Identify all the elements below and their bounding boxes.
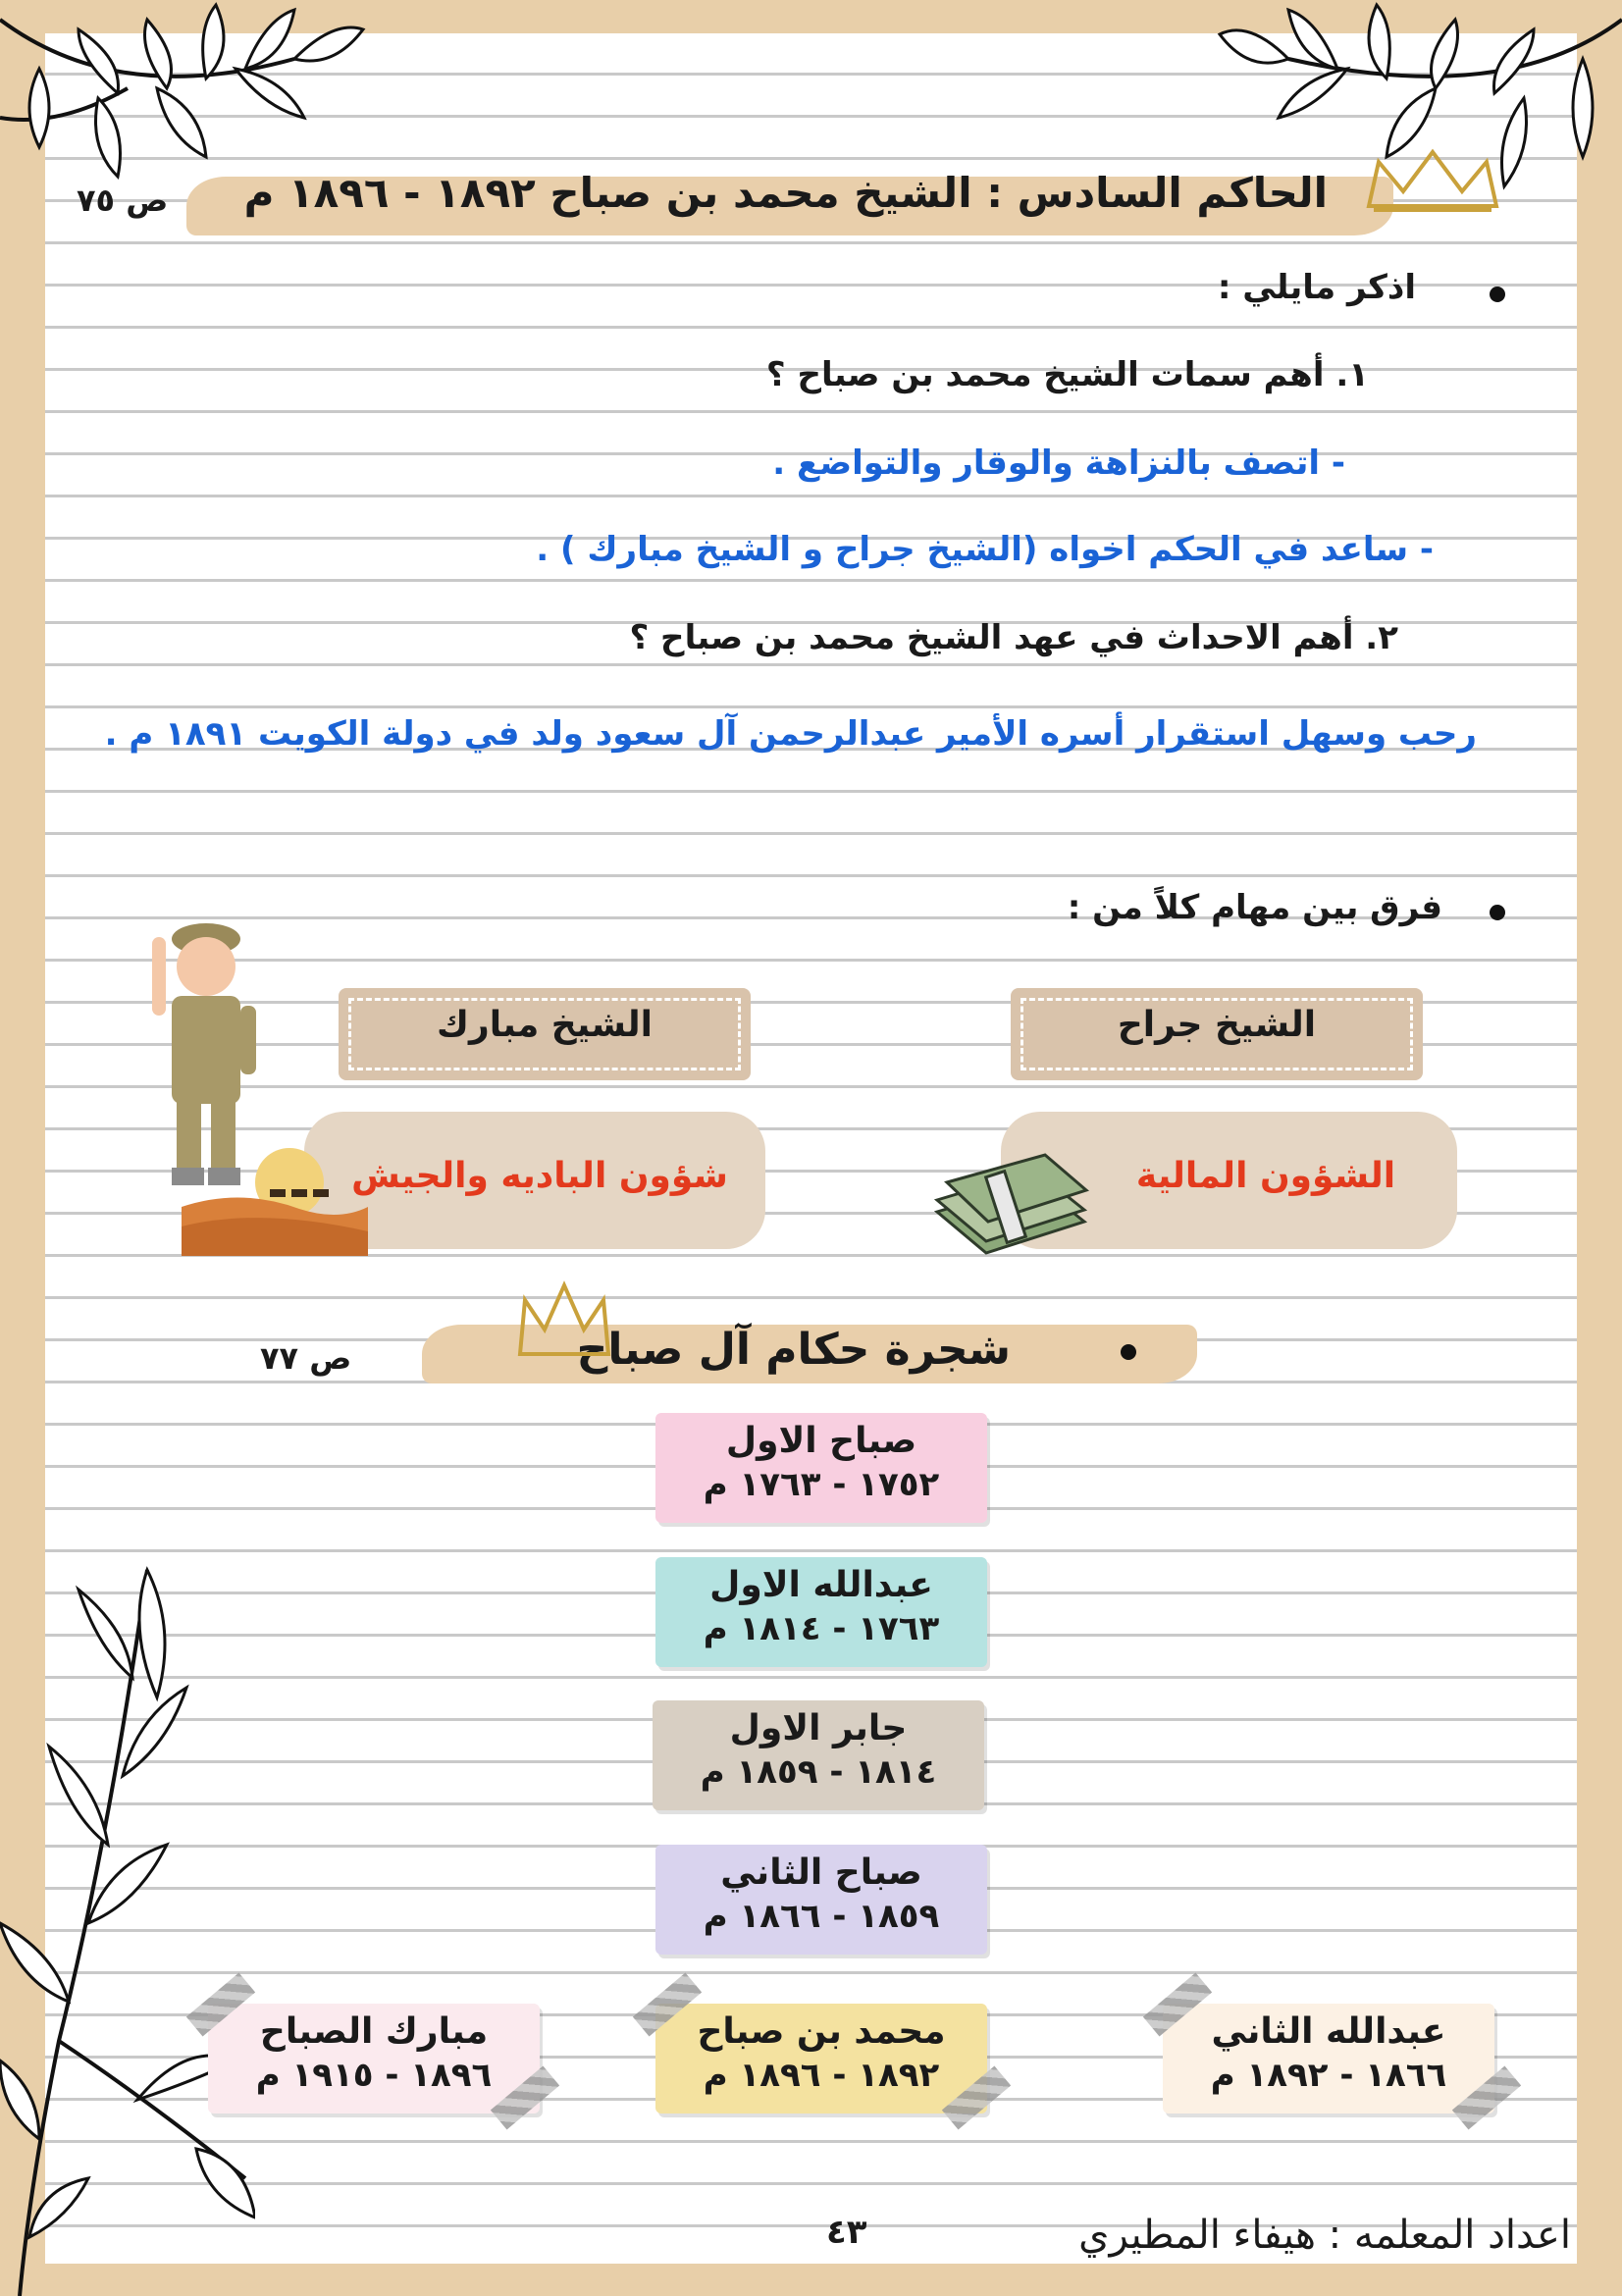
bullet-dot bbox=[1490, 287, 1505, 302]
ruler-dates: ١٧٦٣ - ١٨١٤ م bbox=[703, 1609, 940, 1648]
ruler-dates: ١٨٩٦ - ١٩١٥ م bbox=[255, 2056, 493, 2095]
page-number: ٤٣ bbox=[826, 2213, 867, 2252]
q1-item2: ٢. أهم الاحداث في عهد الشيخ محمد بن صباح ؟ bbox=[629, 618, 1398, 657]
ruler-name: عبدالله الاول bbox=[709, 1565, 933, 1605]
q1-answer1a: - اتصف بالنزاهة والوقار والتواضع . bbox=[772, 444, 1345, 483]
ruler-box-3 bbox=[653, 1700, 984, 1810]
ruler-name: جابر الاول bbox=[729, 1708, 908, 1748]
left-title: الشيخ مبارك bbox=[437, 1005, 653, 1045]
q2-heading: فرق بين مهام كلاً من : bbox=[1067, 888, 1442, 927]
bullet-dot bbox=[1490, 905, 1505, 920]
ruler-dates: ١٨١٤ - ١٨٥٩ م bbox=[700, 1752, 937, 1792]
ruler-name: صباح الاول bbox=[725, 1421, 917, 1461]
crown-icon bbox=[1359, 147, 1506, 216]
ruler-dates: ١٨٦٦ - ١٨٩٢ م bbox=[1210, 2056, 1447, 2095]
q1-heading: اذكر مايلي : bbox=[1217, 268, 1416, 307]
money-stack-icon bbox=[927, 1143, 1094, 1261]
ruler-dates: ١٧٥٢ - ١٧٦٣ م bbox=[703, 1465, 940, 1504]
author-credit: اعداد المعلمه : هيفاء المطيري bbox=[1078, 2213, 1571, 2258]
ruler-name: محمد بن صباح bbox=[697, 2011, 946, 2052]
soldier-icon bbox=[147, 917, 265, 1192]
q1-answer2: رحب وسهل استقرار أسره الأمير عبدالرحمن آل سعود ولد في دولة الكويت ١٨٩١ م . bbox=[104, 714, 1477, 754]
tree-title: شجرة حكام آل صباح bbox=[576, 1325, 1011, 1375]
ruler-dates: ١٨٩٢ - ١٨٩٦ م bbox=[703, 2056, 940, 2095]
page-ref: ص ٧٥ bbox=[77, 182, 169, 219]
q1-answer1b: - ساعد في الحكم اخواه (الشيخ جراح و الشيخ مبارك ) . bbox=[536, 530, 1434, 569]
ruler-box-4 bbox=[655, 1845, 987, 1955]
bullet-dot bbox=[1121, 1344, 1136, 1360]
right-title: الشيخ جراح bbox=[1117, 1005, 1317, 1045]
q1-item1: ١. أهم سمات الشيخ محمد بن صباح ؟ bbox=[765, 355, 1369, 394]
ruler-name: صباح الثاني bbox=[720, 1852, 922, 1893]
leaf-branch-icon bbox=[0, 1550, 255, 2296]
left-answer: شؤون الباديه والجيش bbox=[351, 1156, 728, 1196]
crown-icon bbox=[510, 1276, 618, 1364]
page-title: الحاكم السادس : الشيخ محمد بن صباح ١٨٩٢ - ١٨٩٦ م bbox=[243, 169, 1328, 217]
ruler-box-1 bbox=[655, 1413, 987, 1523]
ruler-name: عبدالله الثاني bbox=[1211, 2011, 1446, 2052]
ruler-box-6 bbox=[655, 2004, 987, 2113]
ruler-name: مبارك الصباح bbox=[259, 2011, 489, 2052]
tree-page-ref: ص ٧٧ bbox=[260, 1339, 352, 1377]
ruler-box-5 bbox=[208, 2004, 540, 2113]
ruler-box-7 bbox=[1163, 2004, 1494, 2113]
right-answer: الشؤون المالية bbox=[1135, 1156, 1396, 1196]
ruler-box-2 bbox=[655, 1557, 987, 1667]
ruler-dates: ١٨٥٩ - ١٨٦٦ م bbox=[703, 1897, 940, 1936]
